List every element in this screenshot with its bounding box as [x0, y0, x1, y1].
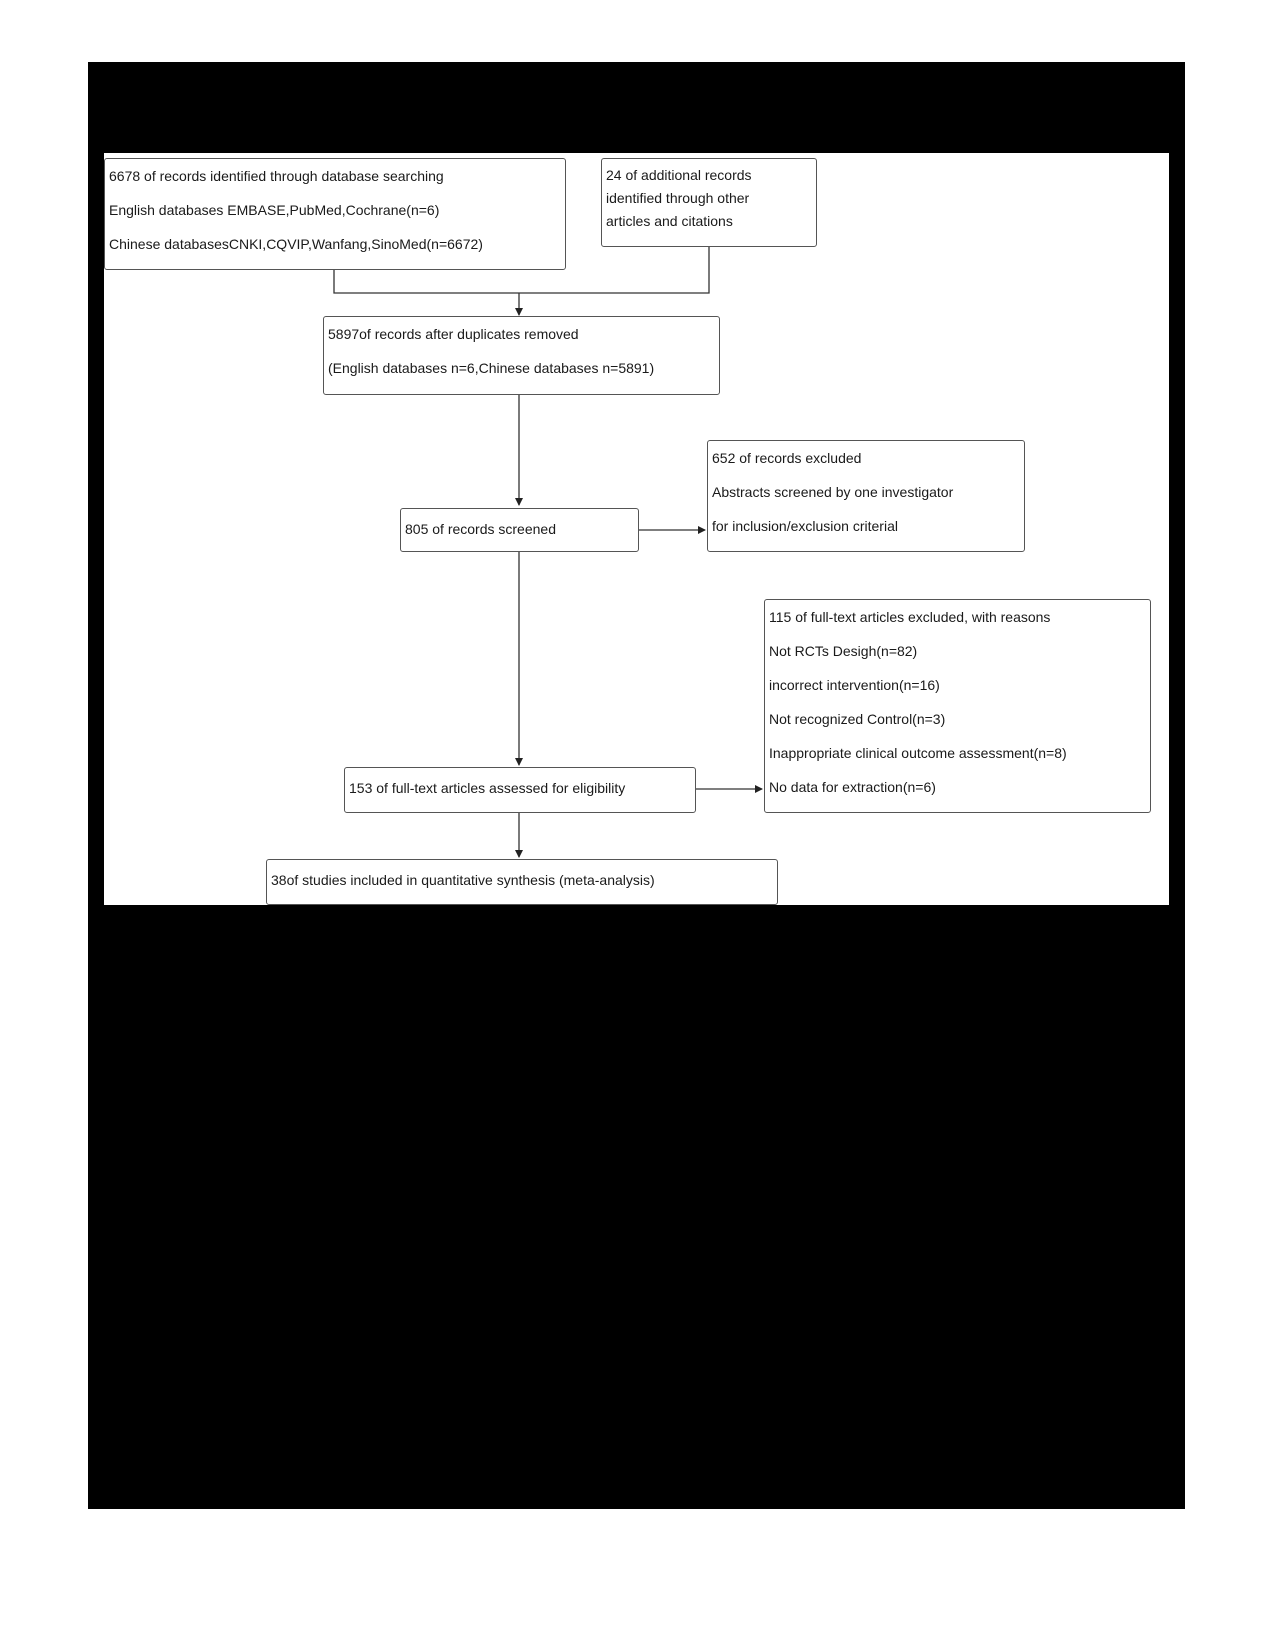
screen-excluded-line: for inclusion/exclusion criterial — [712, 518, 898, 534]
fulltext-excluded-line: 115 of full-text articles excluded, with reasons — [769, 609, 1051, 625]
fulltext-assessed-box — [344, 767, 696, 813]
fulltext-assessed-text: 153 of full-text articles assessed for eligibility — [349, 780, 626, 796]
fulltext-excluded-box — [764, 599, 1151, 813]
screened-records-text: 805 of records screened — [405, 521, 556, 537]
screen-excluded-line: 652 of records excluded — [712, 450, 862, 466]
deduplicated-records-box — [323, 316, 720, 395]
deduplicated-records-line: 5897of records after duplicates removed — [328, 326, 579, 342]
prisma-flow-diagram — [104, 153, 1169, 905]
screen-excluded-line: Abstracts screened by one investigator — [712, 484, 954, 500]
other-sources-line: 24 of additional records — [606, 167, 752, 183]
other-sources-box — [601, 158, 817, 247]
database-search-box — [104, 158, 566, 270]
included-studies-box — [266, 859, 778, 905]
database-search-line: English databases EMBASE,PubMed,Cochrane(n=6) — [109, 202, 440, 218]
screened-records-box — [400, 508, 639, 552]
database-search-line: 6678 of records identified through database searching — [109, 168, 444, 184]
fulltext-excluded-line: Not RCTs Desigh(n=82) — [769, 643, 918, 659]
screen-excluded-box — [707, 440, 1025, 552]
fulltext-excluded-line: Inappropriate clinical outcome assessment(n=8) — [769, 745, 1067, 761]
fulltext-excluded-line: No data for extraction(n=6) — [769, 779, 936, 795]
fulltext-excluded-line: incorrect intervention(n=16) — [769, 677, 940, 693]
other-sources-line: articles and citations — [606, 213, 733, 229]
deduplicated-records-line: (English databases n=6,Chinese databases n=5891) — [328, 360, 655, 376]
database-search-line: Chinese databasesCNKI,CQVIP,Wanfang,SinoMed(n=6672) — [109, 236, 483, 252]
fulltext-excluded-line: Not recognized Control(n=3) — [769, 711, 946, 727]
other-sources-line: identified through other — [606, 190, 750, 206]
included-studies-text: 38of studies included in quantitative synthesis (meta-analysis) — [271, 872, 655, 888]
